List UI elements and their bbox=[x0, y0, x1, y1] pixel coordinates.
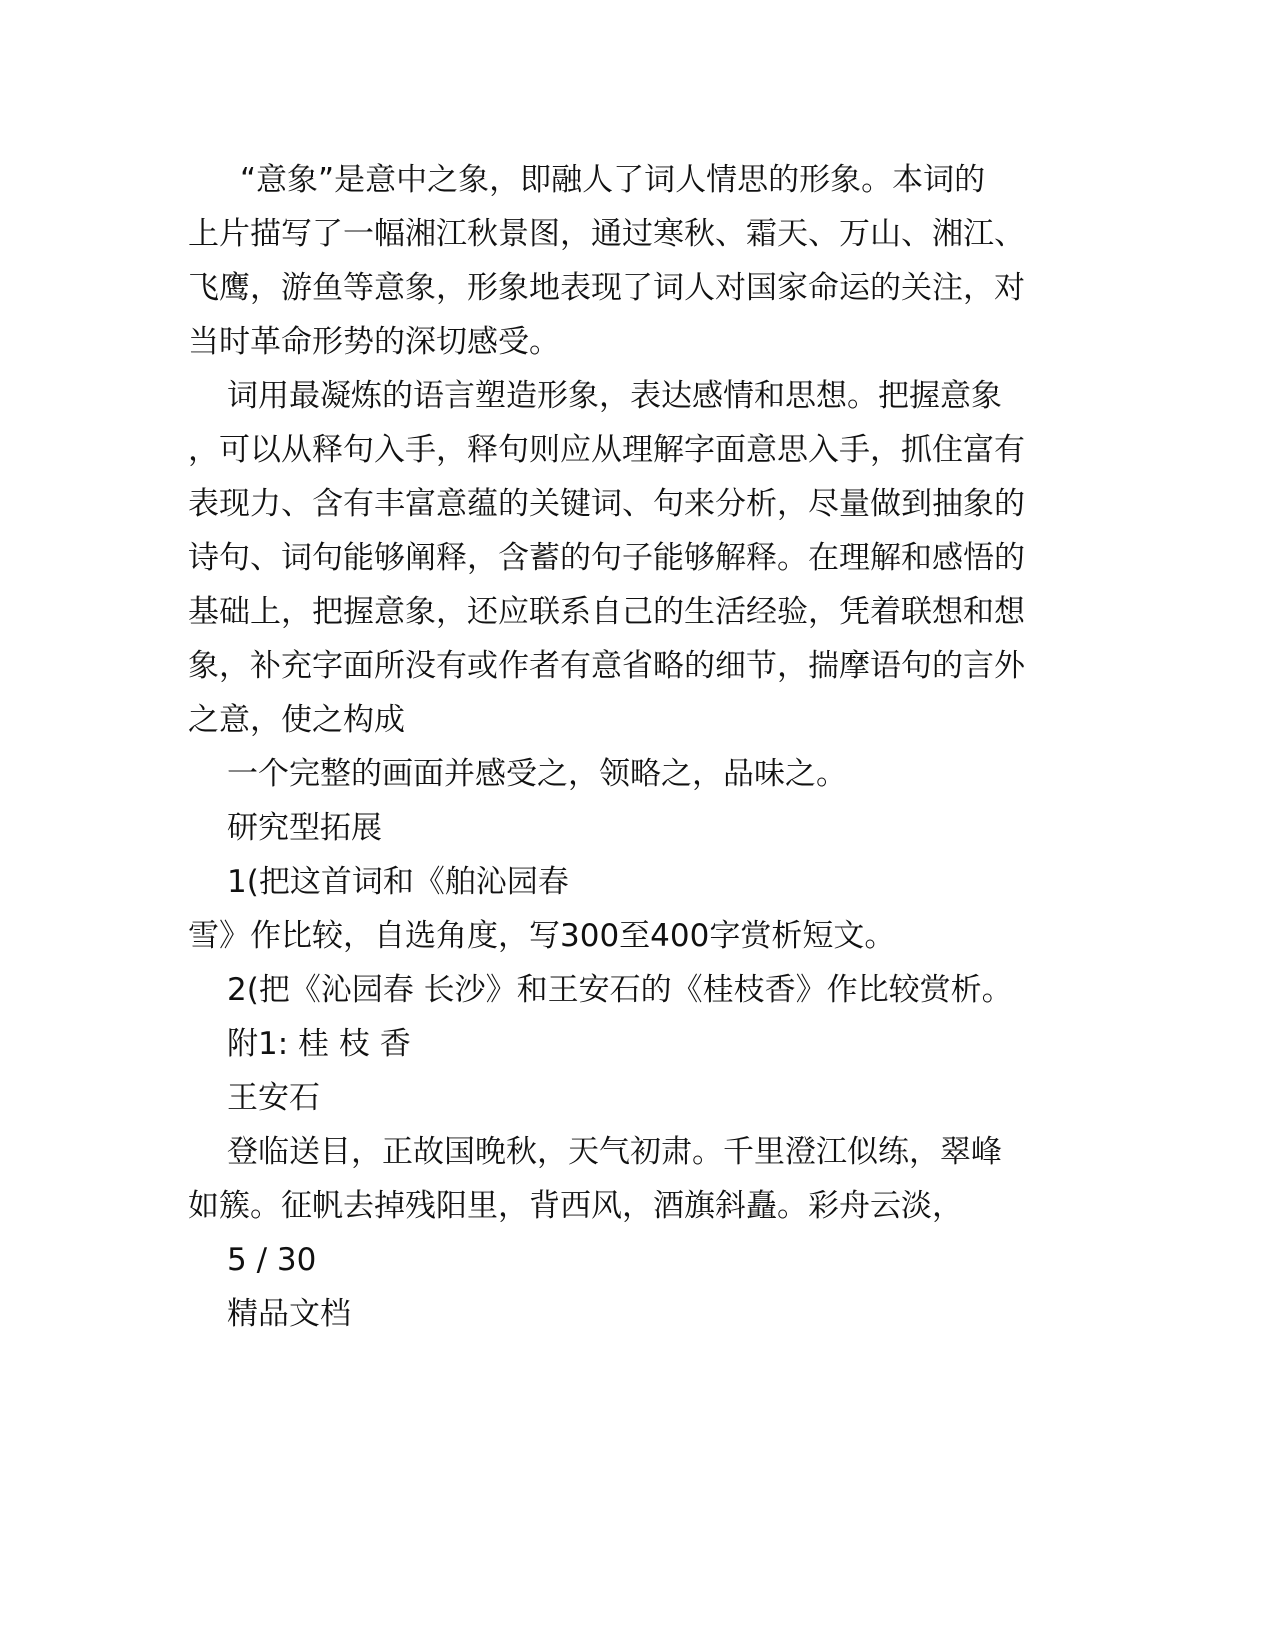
text-line: 一个完整的画面并感受之，领略之，品味之。 bbox=[227, 756, 847, 792]
text-line: ，可以从释句入手，释句则应从理解字面意思入手，抓住富有 bbox=[188, 432, 1025, 468]
text-line: 1(把这首词和《舶沁园春 bbox=[227, 864, 569, 900]
text-line: “意象”是意中之象，即融人了词人情思的形象。本词的 bbox=[240, 162, 986, 198]
text-line: 2(把《沁园春 长沙》和王安石的《桂枝香》作比较赏析。 bbox=[227, 972, 1013, 1008]
text-line: 之意，使之构成 bbox=[188, 702, 405, 738]
text-line: 象，补充字面所没有或作者有意省略的细节，揣摩语句的言外 bbox=[188, 648, 1025, 684]
poem-author: 王安石 bbox=[227, 1080, 320, 1116]
section-heading: 研究型拓展 bbox=[227, 810, 382, 846]
text-line: 诗句、词句能够阐释，含蓄的句子能够解释。在理解和感悟的 bbox=[188, 540, 1025, 576]
text-line: 雪》作比较，自选角度，写300至400字赏析短文。 bbox=[188, 918, 896, 954]
text-line: 基础上，把握意象，还应联系自己的生活经验，凭着联想和想 bbox=[188, 594, 1025, 630]
text-line: 飞鹰，游鱼等意象，形象地表现了词人对国家命运的关注，对 bbox=[188, 270, 1025, 306]
poem-title: 附1: 桂 枝 香 bbox=[227, 1026, 411, 1062]
text-line: 当时革命形势的深切感受。 bbox=[188, 324, 560, 360]
poem-line: 登临送目，正故国晚秋，天气初肃。千里澄江似练，翠峰 bbox=[227, 1134, 1002, 1170]
footer-label: 精品文档 bbox=[227, 1296, 351, 1332]
text-line: 表现力、含有丰富意蕴的关键词、句来分析，尽量做到抽象的 bbox=[188, 486, 1025, 522]
poem-line: 如簇。征帆去掉残阳里，背西风，酒旗斜矗。彩舟云淡， bbox=[188, 1188, 963, 1224]
page-number: 5 / 30 bbox=[227, 1242, 317, 1278]
text-line: 上片描写了一幅湘江秋景图，通过寒秋、霜天、万山、湘江、 bbox=[188, 216, 1025, 252]
text-line: 词用最凝炼的语言塑造形象，表达感情和思想。把握意象 bbox=[227, 378, 1002, 414]
